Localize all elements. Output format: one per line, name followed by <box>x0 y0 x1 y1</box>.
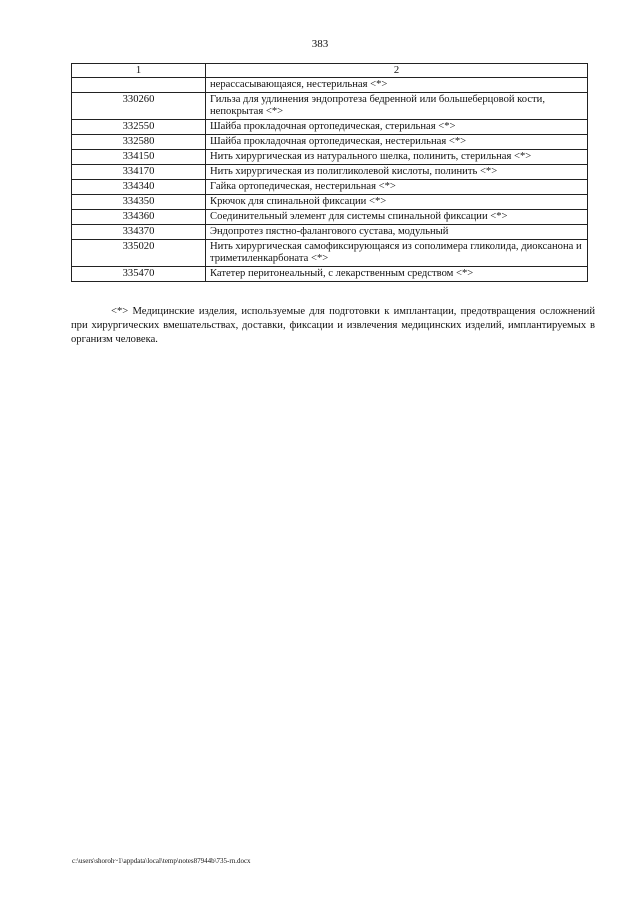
row-name: Шайба прокладочная ортопедическая, нестерильная <*> <box>206 135 588 150</box>
footnote-text: <*> Медицинские изделия, используемые для подготовки к имплантации, предотвращения осложнений при хирургических вмешательствах, доставки, фиксации и извлечения медицинских изделий, имплантируемых в организм человека. <box>71 305 595 345</box>
row-code: 334350 <box>72 195 206 210</box>
device-code-table <box>71 63 588 282</box>
row-name: нерассасывающаяся, нестерильная <*> <box>206 78 588 93</box>
row-name: Эндопротез пястно-фалангового сустава, модульный <box>206 225 588 240</box>
row-name: Нить хирургическая самофиксирующаяся из сополимера гликолида, диоксанона и триметиленкарбоната <*> <box>206 240 588 267</box>
row-code: 332580 <box>72 135 206 150</box>
column-header-name: 2 <box>206 64 588 78</box>
table-row <box>72 267 588 282</box>
table-row <box>72 135 588 150</box>
table-row <box>72 120 588 135</box>
table-header-row <box>72 64 588 78</box>
row-code: 334360 <box>72 210 206 225</box>
row-code: 334340 <box>72 180 206 195</box>
row-code: 335470 <box>72 267 206 282</box>
row-name: Гильза для удлинения эндопротеза бедренной или большеберцовой кости, непокрытая <*> <box>206 93 588 120</box>
table-row <box>72 165 588 180</box>
column-header-code: 1 <box>72 64 206 78</box>
footer-file-path: c:\users\shoroh~1\appdata\local\temp\notes87944b\735-rn.docx <box>72 857 251 865</box>
row-name: Крючок для спинальной фиксации <*> <box>206 195 588 210</box>
table-row <box>72 225 588 240</box>
row-name: Нить хирургическая из натурального шелка, полинить, стерильная <*> <box>206 150 588 165</box>
table-row <box>72 78 588 93</box>
row-code: 330260 <box>72 93 206 120</box>
row-name: Катетер перитонеальный, с лекарственным средством <*> <box>206 267 588 282</box>
row-name: Гайка ортопедическая, нестерильная <*> <box>206 180 588 195</box>
row-code: 332550 <box>72 120 206 135</box>
table-row <box>72 240 588 267</box>
table-row <box>72 195 588 210</box>
row-name: Шайба прокладочная ортопедическая, стерильная <*> <box>206 120 588 135</box>
row-name: Соединительный элемент для системы спинальной фиксации <*> <box>206 210 588 225</box>
page-number: 383 <box>311 38 329 50</box>
row-name: Нить хирургическая из полигликолевой кислоты, полинить <*> <box>206 165 588 180</box>
row-code: 335020 <box>72 240 206 267</box>
table-row <box>72 150 588 165</box>
table-row <box>72 180 588 195</box>
table-row <box>72 210 588 225</box>
row-code: 334170 <box>72 165 206 180</box>
row-code: 334150 <box>72 150 206 165</box>
table-row <box>72 93 588 120</box>
row-code: 334370 <box>72 225 206 240</box>
row-code <box>72 78 206 93</box>
